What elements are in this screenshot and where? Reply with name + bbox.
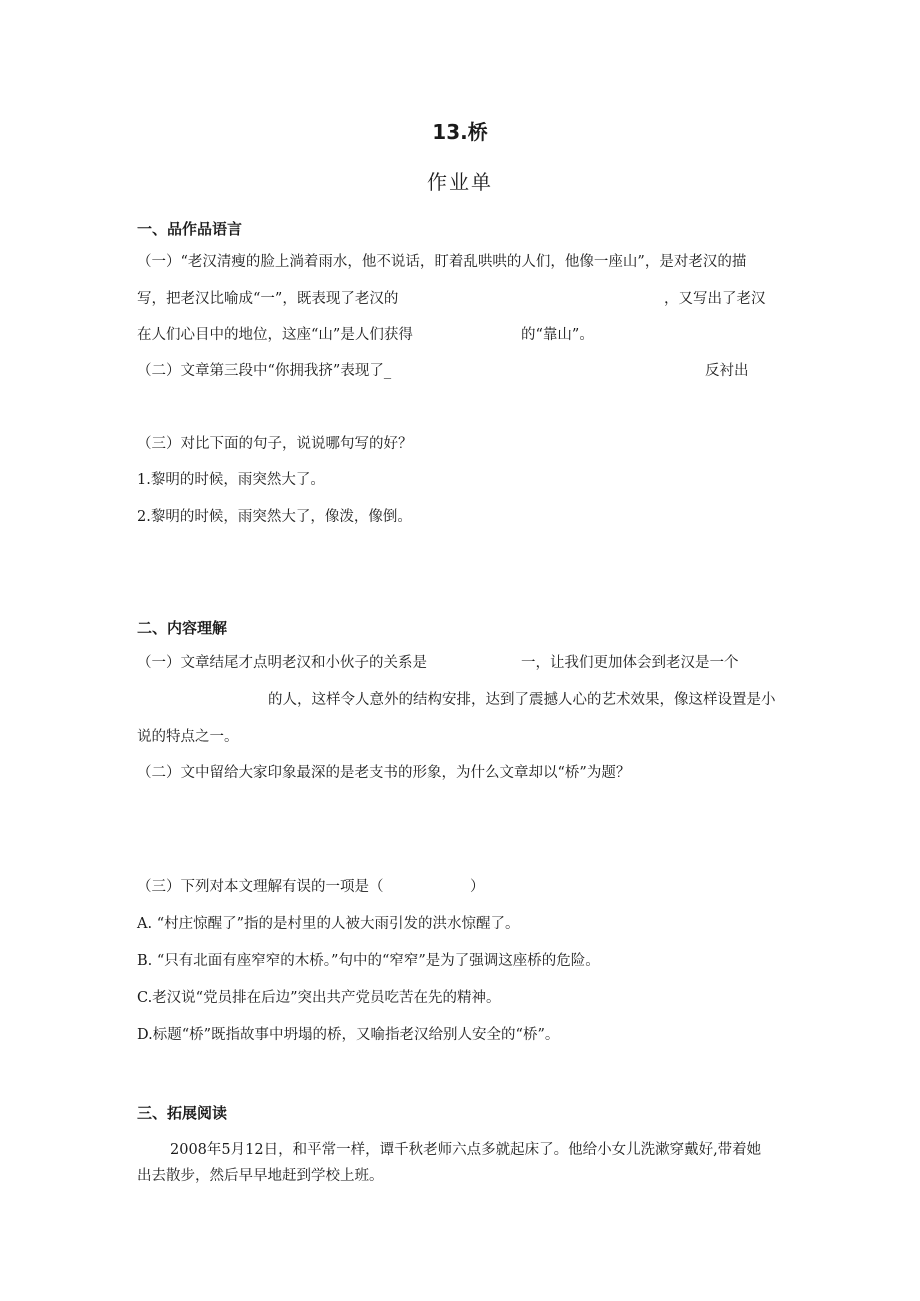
s2-option-c: C.老汉说“党员排在后边”突出共产党员吃苦在先的精神。 <box>137 990 501 1006</box>
s1-q1-line1: （一）“老汉清瘦的脸上淌着雨水，他不说话，盯着乱哄哄的人们，他像一座山”，是对老汉的描 <box>137 254 747 270</box>
s1-sentence-2: 2.黎明的时候，雨突然大了，像泼，像倒。 <box>137 509 412 525</box>
s2-q3-b: ） <box>470 879 485 895</box>
s1-q1-line3b: 的“靠山”。 <box>521 327 594 343</box>
s2-option-a: A. “村庄惊醒了”指的是村里的人被大雨引发的洪水惊醒了。 <box>137 916 520 932</box>
s1-q2-b: 反衬出 <box>705 363 749 379</box>
lesson-title: 13.桥 <box>432 120 488 144</box>
s2-q1-line1b: 一，让我们更加体会到老汉是一个 <box>521 655 739 671</box>
s2-q1-line1a: （一）文章结尾才点明老汉和小伙子的关系是 <box>137 655 427 671</box>
section-3-heading: 三、拓展阅读 <box>137 1104 228 1122</box>
s2-q3-a: （三）下列对本文理解有误的一项是（ <box>137 879 384 895</box>
s2-q1-line3: 说的特点之一。 <box>137 729 239 745</box>
s2-option-d: D.标题“桥”既指故事中坍塌的桥，又喻指老汉给别人安全的“桥”。 <box>137 1027 560 1043</box>
s2-q2: （二）文中留给大家印象最深的是老支书的形象，为什么文章却以“桥”为题？ <box>137 765 631 781</box>
s3-paragraph-line1: 2008年5月12日，和平常一样，谭千秋老师六点多就起床了。他给小女儿洗漱穿戴好,带着她 <box>170 1142 762 1158</box>
s1-q1-line2b: ，又写出了老汉 <box>664 291 766 307</box>
s1-q1-line3a: 在人们心目中的地位，这座“山”是人们获得 <box>137 327 413 343</box>
section-2-heading: 二、内容理解 <box>137 619 228 637</box>
s1-q3: （三）对比下面的句子，说说哪句写的好？ <box>137 436 413 452</box>
s3-paragraph-line2: 出去散步，然后早早地赶到学校上班。 <box>137 1168 384 1184</box>
s2-option-b: B. “只有北面有座窄窄的木桥。”句中的“窄窄”是为了强调这座桥的危险。 <box>137 953 600 969</box>
s1-sentence-1: 1.黎明的时候，雨突然大了。 <box>137 472 325 488</box>
s2-q1-line2: 的人，这样令人意外的结构安排，达到了震撼人心的艺术效果，像这样设置是小 <box>268 692 776 708</box>
worksheet-subtitle: 作业单 <box>427 170 493 194</box>
s1-q1-line2a: 写，把老汉比喻成“一”，既表现了老汉的 <box>137 291 399 307</box>
section-1-heading: 一、品作品语言 <box>137 220 243 238</box>
s1-q2-a: （二）文章第三段中“你拥我挤”表现了_ <box>137 363 392 379</box>
